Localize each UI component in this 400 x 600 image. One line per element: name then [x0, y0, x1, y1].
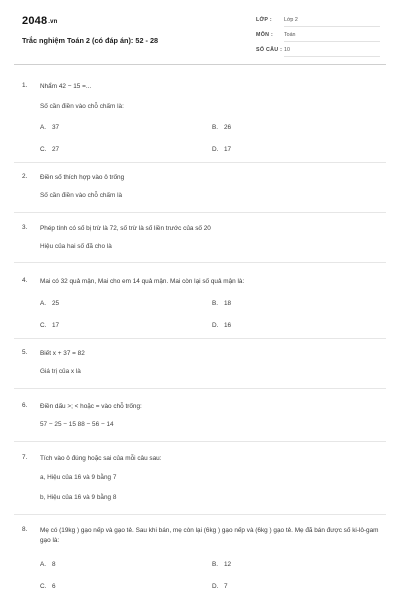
question-divider [14, 514, 386, 515]
page-title: Trắc nghiệm Toán 2 (có đáp án): 52 - 28 [22, 36, 159, 45]
question-divider [14, 441, 386, 442]
question-divider [14, 338, 386, 339]
option-letter: C. [40, 583, 47, 590]
option-a[interactable] [40, 561, 56, 568]
question-head [22, 526, 382, 544]
option-text: 27 [52, 146, 60, 153]
option-b[interactable] [212, 561, 231, 568]
question-number: 3. [22, 224, 28, 231]
question-7 [22, 454, 382, 501]
header-divider [14, 64, 386, 65]
option-text: 37 [52, 124, 60, 131]
question-line: a, Hiệu của 16 và 9 bằng 7 [40, 474, 117, 481]
question-prompt: Tích vào ô đúng hoặc sai của mỗi câu sau: [40, 455, 162, 462]
question-line: Số cần điền vào chỗ chấm là [40, 192, 123, 199]
option-a[interactable] [40, 124, 59, 131]
question-line: Giá trị của x là [40, 368, 81, 375]
question-2 [22, 173, 382, 199]
question-6 [22, 402, 382, 428]
meta-row-class [250, 14, 380, 29]
option-letter: D. [212, 322, 219, 329]
option-text: 26 [224, 124, 232, 131]
option-text: 17 [52, 322, 60, 329]
question-line: Hiệu của hai số đã cho là [40, 243, 112, 250]
option-text: 17 [224, 146, 232, 153]
question-8 [22, 526, 382, 544]
option-c[interactable] [40, 322, 59, 329]
option-c[interactable] [40, 583, 56, 590]
option-letter: B. [212, 300, 219, 307]
question-line: b, Hiệu của 16 và 9 bằng 8 [40, 494, 117, 501]
question-number: 7. [22, 454, 28, 461]
site-logo[interactable] [22, 15, 58, 27]
question-divider [14, 212, 386, 213]
question-head [22, 224, 382, 233]
meta-label: SỐ CÂU : [256, 47, 283, 53]
meta-label: LỚP : [256, 17, 272, 23]
meta-row-subject [250, 29, 380, 44]
option-d[interactable] [212, 146, 231, 153]
question-4 [22, 277, 382, 286]
meta-value: 10 [284, 47, 380, 57]
question-divider [14, 262, 386, 263]
option-b[interactable] [212, 124, 231, 131]
question-head [22, 277, 382, 286]
question-5 [22, 349, 382, 375]
option-letter: C. [40, 146, 47, 153]
question-number: 2. [22, 173, 28, 180]
question-number: 5. [22, 349, 28, 356]
question-prompt: Điền dấu >; < hoặc = vào chỗ trống: [40, 403, 142, 410]
question-head [22, 173, 382, 182]
option-letter: B. [212, 561, 219, 568]
question-prompt: Phép tính có số bị trừ là 72, số trừ là số liền trước của số 20 [40, 225, 211, 232]
question-prompt: Mẹ có (19kg ) gạo nếp và gạo tẻ. Sau khi bán, mẹ còn lại (6kg ) gạo nếp và (6kg ) gạo tẻ. Mẹ đã bán được số ki-lô-gam gạo là: [40, 527, 379, 544]
option-letter: A. [40, 124, 47, 131]
meta-label: MÔN : [256, 32, 274, 38]
question-head [22, 82, 382, 91]
question-number: 4. [22, 277, 28, 284]
test-meta [250, 14, 380, 59]
option-letter: C. [40, 322, 47, 329]
logo-tld: .vn [48, 19, 58, 25]
option-text: 7 [224, 583, 228, 590]
page-header [0, 0, 400, 64]
question-number: 8. [22, 526, 28, 533]
option-letter: B. [212, 124, 219, 131]
logo-main: 2048 [22, 15, 48, 27]
option-a[interactable] [40, 300, 59, 307]
question-prompt: Biết x + 37 = 82 [40, 350, 85, 357]
option-text: 12 [224, 561, 232, 568]
question-number: 6. [22, 402, 28, 409]
option-text: 8 [52, 561, 56, 568]
question-prompt: Điền số thích hợp vào ô trống [40, 174, 125, 181]
question-head [22, 454, 382, 463]
option-letter: D. [212, 146, 219, 153]
question-number: 1. [22, 82, 28, 89]
option-text: 25 [52, 300, 60, 307]
option-letter: A. [40, 561, 47, 568]
question-1 [22, 82, 382, 110]
question-divider [14, 162, 386, 163]
option-letter: A. [40, 300, 47, 307]
option-text: 6 [52, 583, 56, 590]
option-d[interactable] [212, 322, 231, 329]
option-d[interactable] [212, 583, 228, 590]
question-prompt: Mai có 32 quả mận, Mai cho em 14 quả mận. Mai còn lại số quả mận là: [40, 278, 245, 285]
question-divider [14, 388, 386, 389]
question-prompt: Nhẩm 42 − 15 =... [40, 83, 92, 90]
option-c[interactable] [40, 146, 59, 153]
question-3 [22, 224, 382, 250]
option-text: 18 [224, 300, 232, 307]
meta-value: Lớp 2 [284, 17, 380, 27]
option-text: 16 [224, 322, 232, 329]
option-b[interactable] [212, 300, 231, 307]
question-line: 57 − 25 − 15 88 − 56 − 14 [40, 421, 114, 428]
meta-row-count [250, 44, 380, 59]
meta-value: Toán [284, 32, 380, 42]
option-letter: D. [212, 583, 219, 590]
question-line: Số cần điền vào chỗ chấm là: [40, 103, 124, 110]
question-head [22, 402, 382, 411]
question-head [22, 349, 382, 358]
